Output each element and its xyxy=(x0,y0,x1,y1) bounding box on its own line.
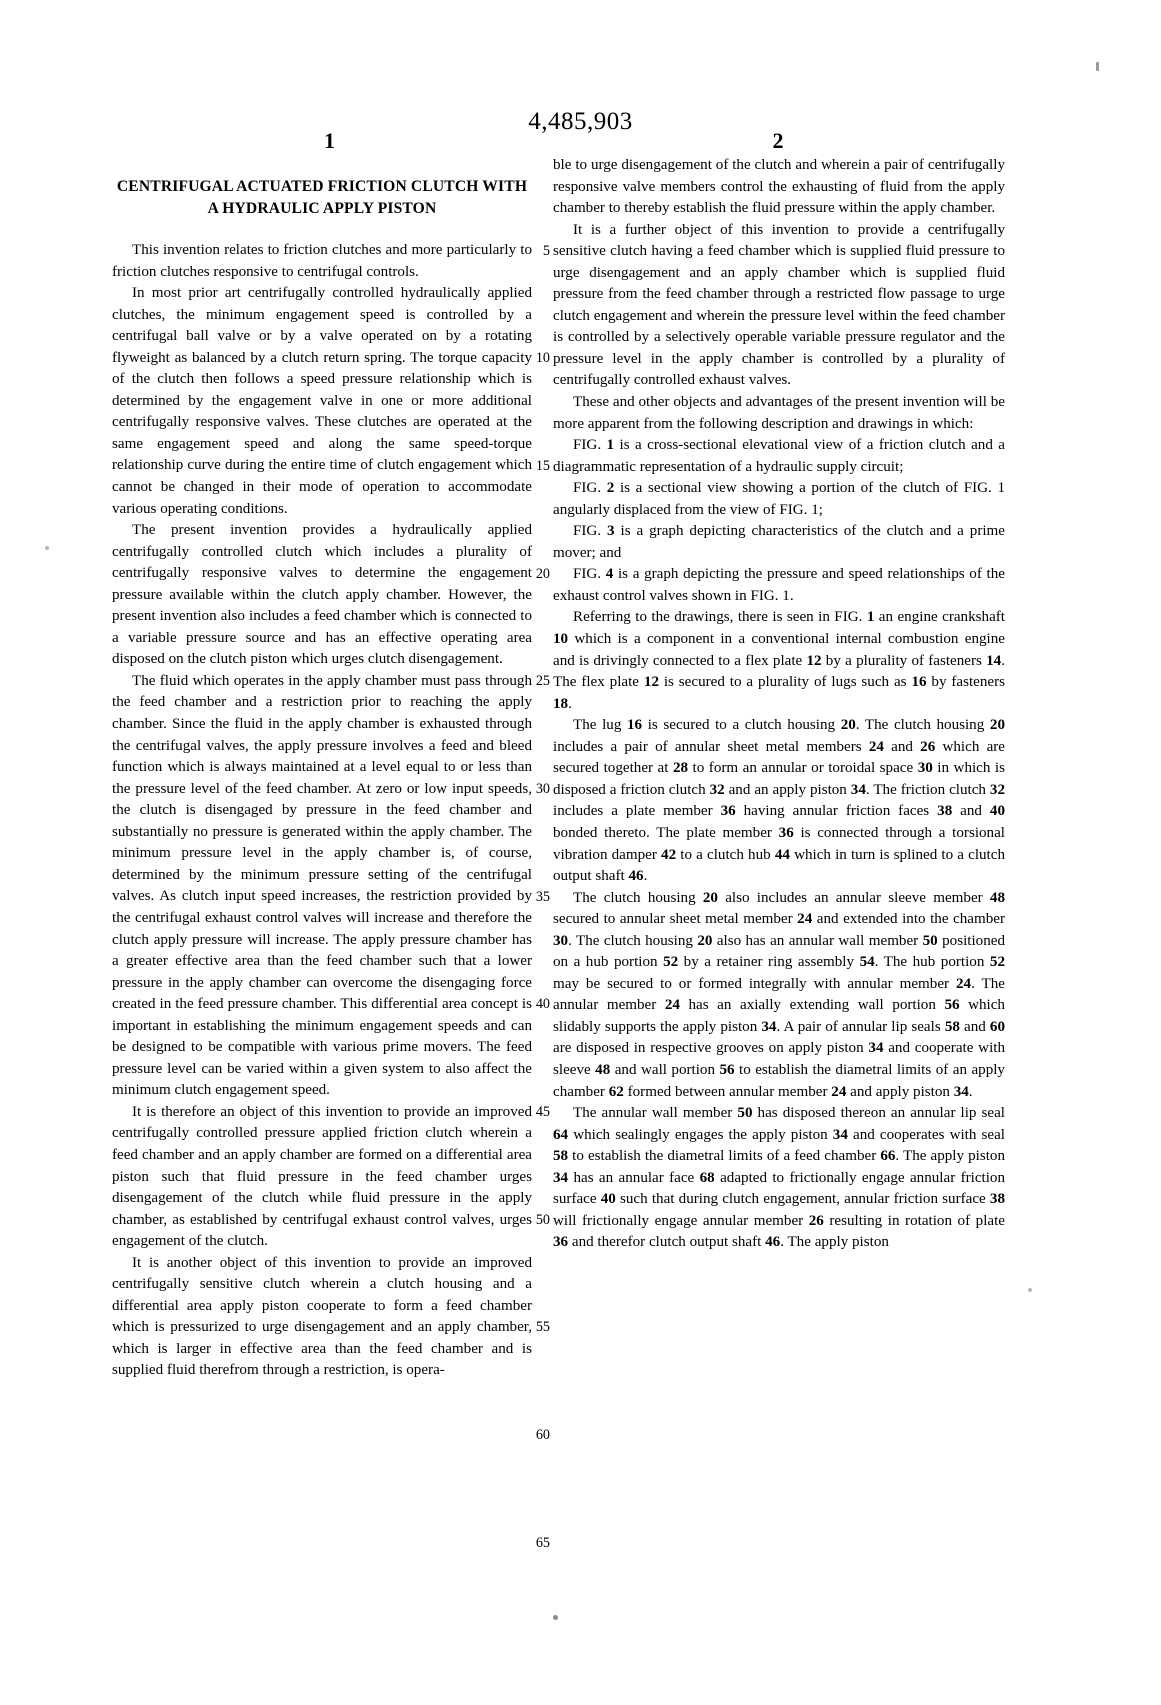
line-number: 30 xyxy=(535,781,550,797)
line-number: 40 xyxy=(535,996,550,1012)
line-number: 25 xyxy=(535,673,550,689)
column-number-left: 1 xyxy=(324,128,335,153)
figure-description xyxy=(553,435,1005,478)
figure-text: is a cross-sectional elevational view of a friction clutch and a diagrammatic representation of a hydraulic supply circuit; xyxy=(553,437,1006,475)
figure-text: is a graph depicting the pressure and speed relationships of the exhaust control valves shown in FIG. 1. xyxy=(553,566,1005,604)
right-column xyxy=(553,155,1005,1254)
line-number: 35 xyxy=(535,889,550,905)
paragraph: The lug 16 is secured to a clutch housing 20. The clutch housing 20 includes a pair of annular sheet metal members 24 and 26 which are secured together at 28 to form an annular or toroidal space 30 in which is disposed a friction clutch 32 and an apply piston 34. The friction clutch 32 includes a plate member 36 having annular friction faces 38 and 40 bonded thereto. The plate member 36 is connected through a torsional vibration damper 42 to a clutch hub 44 which in turn is splined to a clutch output shaft 46. xyxy=(553,717,1006,885)
line-number: 65 xyxy=(535,1535,550,1551)
figure-description xyxy=(553,521,1005,564)
line-number: 55 xyxy=(535,1319,550,1335)
paragraph: The annular wall member 50 has disposed thereon an annular lip seal 64 which sealingly engages the apply piston 34 and cooperates with seal 58 to establish the diametral limits of a feed chamber 66. The apply piston 34 has an annular face 68 adapted to frictionally engage annular friction surface 40 such that during clutch engagement, annular friction surface 38 will frictionally engage annular member 26 resulting in rotation of plate 36 and therefor clutch output shaft 46. The apply piston xyxy=(553,1105,1006,1251)
figure-label: FIG. xyxy=(573,437,607,454)
figure-description xyxy=(553,564,1005,607)
scan-speck xyxy=(1096,62,1099,71)
line-number: 15 xyxy=(535,458,550,474)
figure-number: 1 xyxy=(606,437,615,454)
figure-number: 4 xyxy=(605,566,614,583)
figure-label: FIG. xyxy=(573,523,608,540)
paragraph: This invention relates to friction clutches and more particularly to friction clutches responsive to centrifugal controls. xyxy=(112,242,532,280)
scan-speck xyxy=(553,1615,558,1620)
paragraph: It is another object of this invention to provide an improved centrifugally sensitive clutch wherein a clutch housing and a differential area apply piston cooperate to form a feed chamber which is pressurized to urge disengagement and an apply chamber, which is larger in effective area than the feed chamber and is supplied fluid therefrom through a restriction, is opera- xyxy=(112,1254,532,1379)
left-column xyxy=(112,176,532,1382)
paragraph: It is a further object of this invention to provide a centrifugally sensitive clutch having a feed chamber which is supplied fluid pressure to urge disengagement and an apply chamber which is supplied fluid pressure from the feed chamber through a restricted flow passage to urge clutch engagement and wherein the pressure level within the feed chamber is controlled by a selectively operable variable pressure regulator and the pressure level in the apply chamber is controlled by a plurality of centrifugally controlled exhaust valves. xyxy=(553,221,1005,389)
figure-number: 3 xyxy=(607,523,615,540)
line-number: 10 xyxy=(535,350,550,366)
paragraph: It is therefore an object of this invention to provide an improved centrifugally controlled pressure applied friction clutch wherein a feed chamber and an apply chamber are formed on a differential area piston such that fluid pressure in the feed chamber urges disengagement of the clutch while fluid pressure in the apply chamber, as established by centrifugal exhaust control valves, urges engagement of the clutch. xyxy=(112,1103,532,1250)
paragraph: The clutch housing 20 also includes an annular sleeve member 48 secured to annular sheet metal member 24 and extended into the chamber 30. The clutch housing 20 also has an annular wall member 50 positioned on a hub portion 52 by a retainer ring assembly 54. The hub portion 52 may be secured to or formed integrally with annular member 24. The annular member 24 has an axially extending wall portion 56 which slidably supports the apply piston 34. A pair of annular lip seals 58 and 60 are disposed in respective grooves on apply piston 34 and cooperate with sleeve 48 and wall portion 56 to establish the diametral limits of an apply chamber 62 formed between annular member 24 and apply piston 34. xyxy=(553,889,1006,1100)
paragraph: The fluid which operates in the apply chamber must pass through the feed chamber and a restriction prior to reaching the apply chamber. Since the fluid in the apply chamber is exhausted through the centrifugal valves, the apply pressure involves a feed and bleed function which is always maintained at a level equal to or less than the pressure level of the feed chamber. At zero or low input speeds, the clutch is disengaged by pressure in the feed chamber and substantially no pressure is generated within the apply chamber. The minimum pressure level in the apply chamber is, of course, determined by the minimum pressure setting of the centrifugal valves. As clutch input speed increases, the restriction provided by the centrifugal exhaust control valves will increase and therefore the clutch apply pressure will increase. The apply pressure chamber has a greater effective area than the feed chamber such that a lower pressure in the apply chamber can overcome the disengaging force created in the feed pressure chamber. This differential area concept is important in establishing the minimum engagement speeds and can be designed to be compatible with various prime movers. The feed pressure level can be varied within a given system to also affect the minimum clutch engagement speed. xyxy=(112,672,532,1099)
paragraph: The present invention provides a hydraulically applied centrifugally controlled clutch which includes a plurality of centrifugally responsive valves to determine the engagement pressure available within the clutch apply chamber. However, the present invention also includes a feed chamber which is connected to a variable pressure source and has an effective operating area disposed on the clutch piston which urges clutch disengagement. xyxy=(112,522,532,668)
line-number: 50 xyxy=(535,1212,550,1228)
figure-text: is a graph depicting characteristics of the clutch and a prime mover; and xyxy=(553,523,1005,561)
line-number: 20 xyxy=(535,566,550,582)
paragraph: In most prior art centrifugally controlled hydraulically applied clutches, the minimum engagement speed is controlled by a centrifugal ball valve or by a valve operated on by a rotating flyweight as balanced by a clutch return spring. The torque capacity of the clutch then follows a speed pressure relationship which is determined by the engagement valve in one or more additional centrifugally responsive valves. These clutches are operated at the same engagement speed and along the same speed-torque relationship curve during the entire time of clutch engagement which cannot be changed in their mode of operation to accommodate various operating conditions. xyxy=(112,285,532,517)
line-number: 60 xyxy=(535,1427,550,1443)
scan-speck xyxy=(45,546,49,550)
paragraph: Referring to the drawings, there is seen in FIG. 1 an engine crankshaft 10 which is a component in a conventional internal combustion engine and is drivingly connected to a flex plate 12 by a plurality of fasteners 14. The flex plate 12 is secured to a plurality of lugs such as 16 by fasteners 18. xyxy=(553,609,1006,712)
line-number: 45 xyxy=(535,1104,550,1120)
patent-title: CENTRIFUGAL ACTUATED FRICTION CLUTCH WITH A HYDRAULIC APPLY PISTON xyxy=(116,178,528,217)
figure-text: is a sectional view showing a portion of the clutch of FIG. 1 angularly displaced from the view of FIG. 1; xyxy=(553,480,1005,518)
column-number-right: 2 xyxy=(772,128,784,153)
figure-label: FIG. xyxy=(573,566,606,583)
patent-number: 4,485,903 xyxy=(528,108,633,135)
paragraph: These and other objects and advantages of the present invention will be more apparent from the following description and drawings in which: xyxy=(553,394,1005,432)
paragraph-continuation: ble to urge disengagement of the clutch and wherein a pair of centrifugally responsive valve members control the exhausting of fluid from the apply chamber to thereby establish the fluid pressure within the apply chamber. xyxy=(553,157,1005,217)
figure-number: 2 xyxy=(606,480,615,497)
figure-description xyxy=(553,478,1005,521)
line-number: 5 xyxy=(542,243,550,259)
scan-speck xyxy=(1028,1288,1032,1292)
figure-label: FIG. xyxy=(573,480,607,497)
